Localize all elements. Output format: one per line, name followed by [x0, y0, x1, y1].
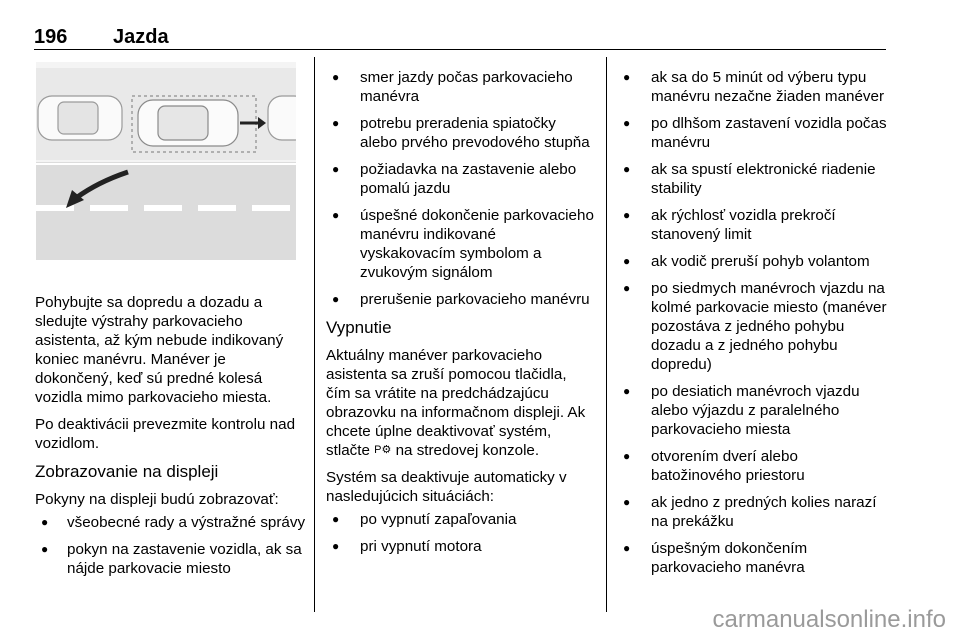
parked-car-right [268, 96, 296, 140]
list-item: ● smer jazdy počas parkovacieho manévra [326, 68, 594, 106]
parking-illustration [36, 62, 296, 260]
header-rule [34, 49, 886, 50]
page-header [34, 24, 886, 50]
list-item: ● pri vypnutí motora [326, 537, 594, 556]
column-divider-1 [314, 57, 315, 612]
bullet-list [326, 510, 594, 556]
subheading: Zobrazovanie na displeji [35, 462, 219, 481]
paragraph-text: Aktuálny manéver parkovacieho asistenta sa zruší pomocou tlačidla, čím sa vrátite na predchádzajúcu obrazovku na informačnom displeji. Ak chcete úplne deaktivovať systém, stlačte [326, 347, 586, 459]
list-item: ● úspešným dokončením parkovacieho manévra [617, 539, 889, 577]
page-number: 196 [34, 26, 68, 48]
column-3 [617, 68, 889, 585]
list-item: ● ak sa do 5 minút od výberu typu manévru nezačne žiaden manéver [617, 68, 889, 106]
paragraph: Systém sa deaktivuje automaticky v nasledujúcich situáciách: [326, 469, 567, 505]
subheading: Vypnutie [326, 318, 392, 337]
list-item: ● pokyn na zastavenie vozidla, ak sa nájde parkovacie miesto [35, 540, 307, 578]
parked-car-left [38, 96, 122, 140]
list-item: ● po siedmych manévroch vjazdu na kolmé parkovacie miesto (manéver pozostáva z jedného pohybu dozadu a z jedného pohybu dopredu) [617, 279, 889, 374]
list-item: ● po desiatich manévroch vjazdu alebo výjazdu z paralelného parkovacieho miesta [617, 382, 889, 439]
parking-button-icon: P⚙ [374, 444, 392, 456]
list-item: ● otvorením dverí alebo batožinového priestoru [617, 447, 889, 485]
list-item: ● všeobecné rady a výstražné správy [35, 513, 307, 532]
list-item: ● po dlhšom zastavení vozidla počas manévru [617, 114, 889, 152]
list-item: ● prerušenie parkovacieho manévru [326, 290, 594, 309]
column-divider-2 [606, 57, 607, 612]
paragraph-text: na stredovej konzole. [395, 442, 540, 459]
column-2 [326, 68, 594, 564]
bullet-list [35, 513, 307, 578]
list-item: ● po vypnutí zapaľovania [326, 510, 594, 529]
ego-car [138, 100, 238, 146]
list-item: ● ak rýchlosť vozidla prekročí stanovený limit [617, 206, 889, 244]
paragraph [326, 346, 594, 460]
list-item: ● ak sa spustí elektronické riadenie stability [617, 160, 889, 198]
watermark: carmanualsonline.info [712, 606, 946, 633]
paragraph: Pokyny na displeji budú zobrazovať: [35, 491, 279, 508]
paragraph: Pohybujte sa dopredu a dozadu a sledujte výstrahy parkovacieho asistenta, až kým nebude indikovaný koniec manévru. Manéver je dokončený, keď sú predné kolesá vozidla mimo parkovacieho miesta. [35, 294, 284, 406]
section-title: Jazda [113, 26, 169, 48]
bullet-list [617, 68, 889, 577]
list-item: ● ak jedno z predných kolies narazí na prekážku [617, 493, 889, 531]
list-item: ● úspešné dokončenie parkovacieho manévru indikované vyskakovacím symbolom a zvukovým signálom [326, 206, 594, 282]
list-item: ● požiadavka na zastavenie alebo pomalú jazdu [326, 160, 594, 198]
column-1 [35, 293, 307, 586]
list-item: ● ak vodič preruší pohyb volantom [617, 252, 889, 271]
paragraph: Po deaktivácii prevezmite kontrolu nad vozidlom. [35, 416, 296, 452]
bullet-list [326, 68, 594, 309]
list-item: ● potrebu preradenia spiatočky alebo prvého prevodového stupňa [326, 114, 594, 152]
